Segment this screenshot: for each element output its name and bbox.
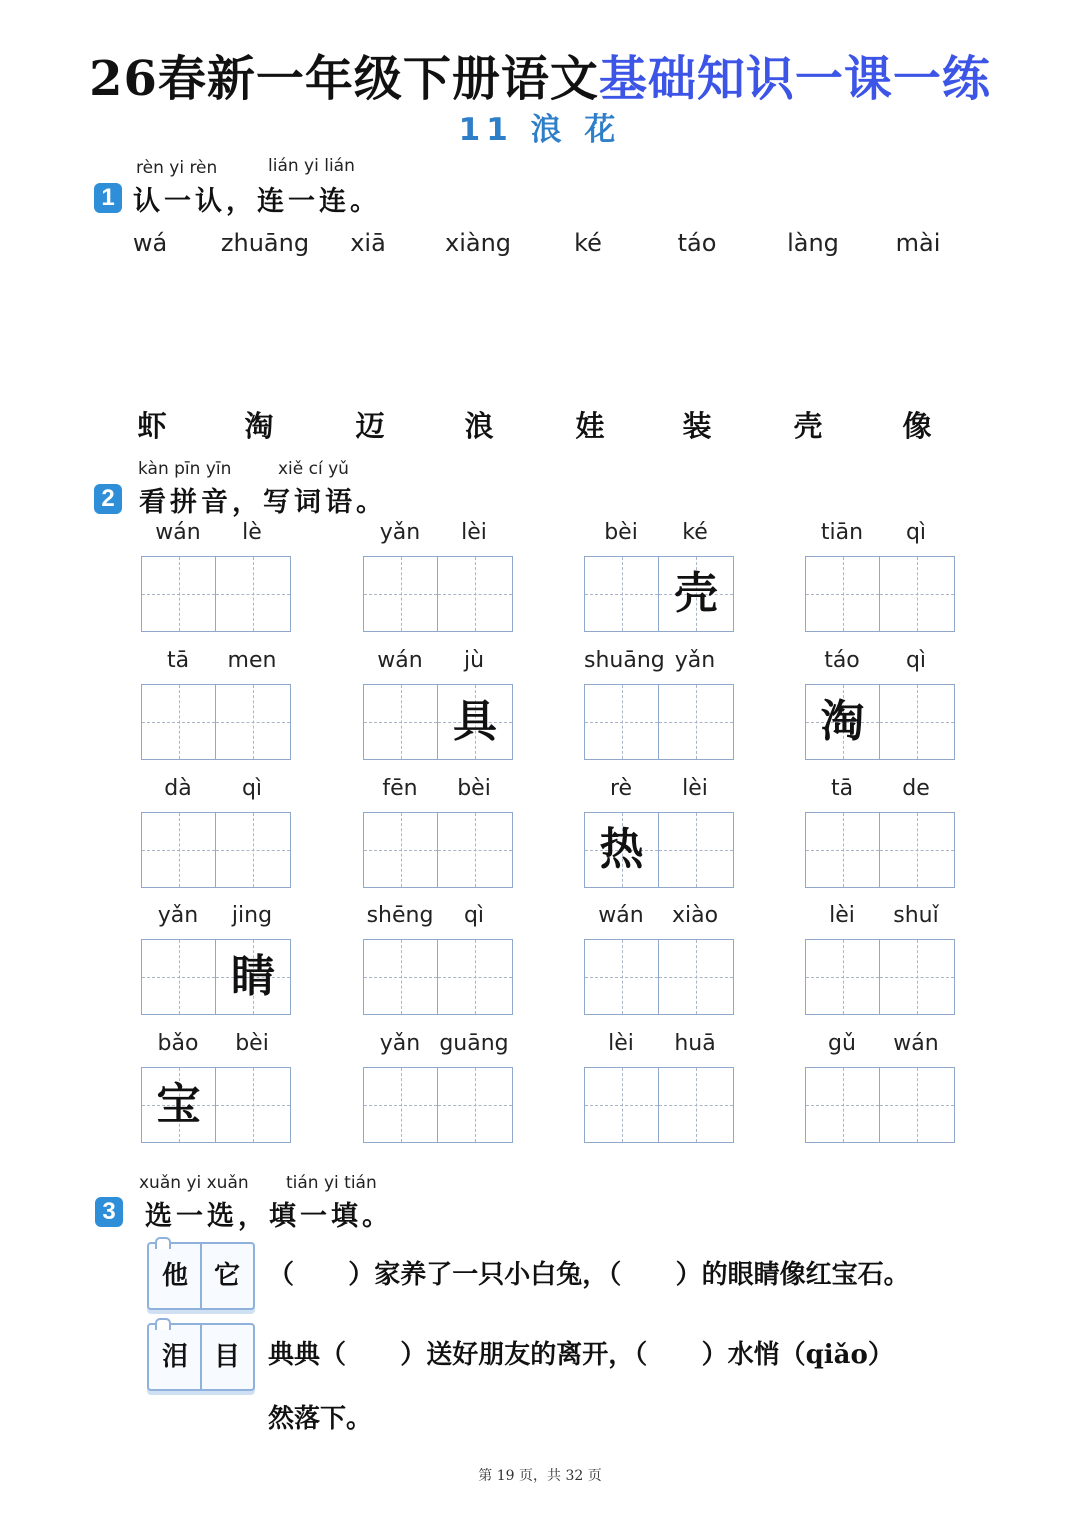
syllable-pinyin: tiān xyxy=(820,520,864,545)
hanzi-item[interactable]: 浪 xyxy=(464,409,494,443)
section1-number-badge: 1 xyxy=(94,183,122,213)
syllable-pinyin: ké xyxy=(682,520,708,545)
section2-pinyin-a: kàn pīn yīn xyxy=(138,459,232,479)
writing-cell[interactable] xyxy=(142,940,216,1014)
syllable-pinyin: lèi xyxy=(682,776,708,801)
word-pinyin xyxy=(584,520,734,550)
writing-cell[interactable] xyxy=(142,557,216,631)
word-pinyin xyxy=(141,648,291,678)
writing-cell[interactable] xyxy=(806,940,880,1014)
hanzi-item[interactable]: 娃 xyxy=(575,409,605,443)
word-box xyxy=(584,648,734,760)
lesson-title: 11 浪 花 xyxy=(458,112,622,148)
word-box xyxy=(141,1031,291,1143)
section1-heading: 认一认，连一连。 xyxy=(133,186,381,217)
syllable-pinyin: shuāng xyxy=(584,648,665,673)
writing-cells xyxy=(363,1067,513,1143)
word-box xyxy=(805,648,955,760)
syllable-pinyin: shuǐ xyxy=(893,903,939,928)
word-pinyin xyxy=(584,903,734,933)
question-1-text: （ ）家养了一只小白兔，（ ）的眼睛像红宝石。 xyxy=(268,1260,910,1290)
word-box xyxy=(141,520,291,632)
pinyin-item[interactable]: ké xyxy=(574,229,602,257)
syllable-pinyin: bèi xyxy=(604,520,638,545)
option-lei[interactable]: 泪 xyxy=(161,1342,188,1372)
syllable-pinyin: wán xyxy=(598,903,644,928)
word-pinyin xyxy=(584,1031,734,1061)
syllable-pinyin: qì xyxy=(241,776,263,801)
writing-cells xyxy=(363,812,513,888)
writing-cell[interactable] xyxy=(806,813,880,887)
writing-cells xyxy=(805,812,955,888)
writing-cells xyxy=(141,1067,291,1143)
syllable-pinyin: bèi xyxy=(457,776,491,801)
option-book-2 xyxy=(147,1323,255,1391)
syllable-pinyin: lèi xyxy=(829,903,855,928)
hanzi-item[interactable]: 虾 xyxy=(137,409,167,443)
writing-cell[interactable] xyxy=(659,813,733,887)
word-box xyxy=(141,903,291,1015)
given-character: 睛 xyxy=(231,951,275,1002)
writing-cell[interactable] xyxy=(364,813,438,887)
word-box xyxy=(363,520,513,632)
word-box xyxy=(584,776,734,888)
hanzi-item[interactable]: 壳 xyxy=(793,409,823,443)
hanzi-item[interactable]: 装 xyxy=(682,409,712,443)
writing-cell[interactable] xyxy=(659,940,733,1014)
writing-cell[interactable] xyxy=(142,685,216,759)
given-character: 壳 xyxy=(674,568,718,619)
writing-cell[interactable] xyxy=(216,685,290,759)
question-2-text-continued: 然落下。 xyxy=(268,1404,373,1434)
pinyin-item[interactable]: zhuāng xyxy=(220,229,310,257)
syllable-pinyin: gǔ xyxy=(828,1031,856,1056)
word-pinyin xyxy=(805,776,955,806)
given-character: 淘 xyxy=(820,696,865,747)
syllable-pinyin: tā xyxy=(830,776,854,801)
writing-cell[interactable] xyxy=(585,1068,659,1142)
word-box xyxy=(363,1031,513,1143)
writing-cell[interactable] xyxy=(438,557,512,631)
writing-cell[interactable] xyxy=(659,685,733,759)
writing-cell[interactable] xyxy=(806,685,880,759)
word-pinyin xyxy=(363,903,513,933)
syllable-pinyin: yǎn xyxy=(157,903,199,928)
pinyin-item[interactable]: xiā xyxy=(350,229,386,257)
word-pinyin xyxy=(141,1031,291,1061)
writing-cell[interactable] xyxy=(585,940,659,1014)
writing-cells xyxy=(805,556,955,632)
syllable-pinyin: yǎn xyxy=(379,520,421,545)
word-box xyxy=(805,520,955,632)
word-pinyin xyxy=(805,520,955,550)
syllable-pinyin: yǎn xyxy=(379,1031,421,1056)
writing-cells xyxy=(584,1067,734,1143)
hanzi-item[interactable]: 迈 xyxy=(355,409,385,443)
syllable-pinyin: lèi xyxy=(608,1031,634,1056)
writing-cell[interactable] xyxy=(880,940,954,1014)
syllable-pinyin: bèi xyxy=(235,1031,269,1056)
syllable-pinyin: wán xyxy=(893,1031,939,1056)
writing-cell[interactable] xyxy=(880,557,954,631)
word-box xyxy=(805,903,955,1015)
writing-cell[interactable] xyxy=(585,557,659,631)
word-box xyxy=(363,776,513,888)
section2-pinyin-b: xiě cí yǔ xyxy=(278,459,349,479)
word-box xyxy=(363,903,513,1015)
syllable-pinyin: shēng xyxy=(366,903,434,928)
writing-cells xyxy=(141,939,291,1015)
word-pinyin xyxy=(584,648,734,678)
syllable-pinyin: qì xyxy=(905,648,927,673)
title-main: 26春新一年级下册语文 xyxy=(89,51,599,107)
writing-cell[interactable] xyxy=(216,813,290,887)
writing-cell[interactable] xyxy=(806,557,880,631)
writing-cell[interactable] xyxy=(880,813,954,887)
hanzi-item[interactable]: 像 xyxy=(902,409,932,443)
writing-cell[interactable] xyxy=(880,685,954,759)
pinyin-item[interactable]: táo xyxy=(677,229,717,257)
given-character: 热 xyxy=(599,824,644,875)
syllable-pinyin: yǎn xyxy=(674,648,716,673)
writing-cells xyxy=(584,556,734,632)
pinyin-item[interactable]: xiàng xyxy=(444,229,512,257)
writing-cells xyxy=(141,556,291,632)
word-pinyin xyxy=(805,903,955,933)
writing-cell[interactable] xyxy=(806,1068,880,1142)
word-box xyxy=(141,776,291,888)
writing-cells xyxy=(363,939,513,1015)
pinyin-item[interactable]: làng xyxy=(787,229,839,257)
word-pinyin xyxy=(363,648,513,678)
syllable-pinyin: wán xyxy=(377,648,423,673)
word-pinyin xyxy=(584,776,734,806)
syllable-pinyin: lè xyxy=(242,520,262,545)
section2-number-badge: 2 xyxy=(94,484,122,514)
writing-cells xyxy=(584,812,734,888)
writing-cell[interactable] xyxy=(438,813,512,887)
syllable-pinyin: qì xyxy=(905,520,927,545)
syllable-pinyin: men xyxy=(227,648,277,673)
writing-cell[interactable] xyxy=(438,1068,512,1142)
pinyin-item[interactable]: wá xyxy=(132,229,168,257)
option-ta-it[interactable]: 它 xyxy=(213,1261,240,1291)
writing-cell[interactable] xyxy=(659,557,733,631)
option-mu[interactable]: 目 xyxy=(213,1342,240,1372)
writing-cell[interactable] xyxy=(142,813,216,887)
word-pinyin xyxy=(805,648,955,678)
syllable-pinyin: de xyxy=(902,776,930,801)
syllable-pinyin: guāng xyxy=(439,1031,509,1056)
syllable-pinyin: dà xyxy=(164,776,192,801)
syllable-pinyin: táo xyxy=(824,648,860,673)
section3-pinyin-a: xuǎn yi xuǎn xyxy=(139,1173,249,1193)
word-box xyxy=(805,776,955,888)
word-pinyin xyxy=(363,776,513,806)
word-box xyxy=(805,1031,955,1143)
word-box xyxy=(584,1031,734,1143)
section3-pinyin-b: tián yi tián xyxy=(286,1173,377,1193)
syllable-pinyin: jing xyxy=(231,903,273,928)
writing-cell[interactable] xyxy=(364,940,438,1014)
syllable-pinyin: qì xyxy=(463,903,485,928)
writing-cell[interactable] xyxy=(364,685,438,759)
question-2-text: 典典（ ）送好朋友的离开，（ ）水悄（qiǎo） xyxy=(268,1340,894,1370)
section3-heading: 选一选，填一填。 xyxy=(145,1201,393,1232)
writing-cell[interactable] xyxy=(585,685,659,759)
writing-cell[interactable] xyxy=(216,940,290,1014)
writing-cell[interactable] xyxy=(142,1068,216,1142)
writing-cell[interactable] xyxy=(880,1068,954,1142)
page-title xyxy=(0,40,1080,109)
title-highlight: 基础知识一课一练 xyxy=(598,51,991,107)
writing-cell[interactable] xyxy=(659,1068,733,1142)
writing-cell[interactable] xyxy=(438,685,512,759)
word-pinyin xyxy=(363,1031,513,1061)
syllable-pinyin: wán xyxy=(155,520,201,545)
syllable-pinyin: bǎo xyxy=(157,1031,199,1056)
syllable-pinyin: huā xyxy=(674,1031,716,1056)
word-pinyin xyxy=(141,520,291,550)
section3-number-badge: 3 xyxy=(95,1197,123,1227)
word-box xyxy=(363,648,513,760)
word-pinyin xyxy=(141,903,291,933)
writing-cells xyxy=(584,684,734,760)
writing-cells xyxy=(363,684,513,760)
syllable-pinyin: rè xyxy=(609,776,633,801)
syllable-pinyin: xiào xyxy=(671,903,719,928)
given-character: 具 xyxy=(453,696,497,747)
option-book-1 xyxy=(147,1242,255,1310)
syllable-pinyin: jù xyxy=(463,648,485,673)
section2-heading: 看拼音，写词语。 xyxy=(139,487,387,518)
word-box xyxy=(584,520,734,632)
section1-pinyin-a: rèn yi rèn xyxy=(136,158,218,178)
section1-pinyin-b: lián yi lián xyxy=(268,156,355,176)
writing-cells xyxy=(141,684,291,760)
writing-cell[interactable] xyxy=(216,557,290,631)
writing-cells xyxy=(584,939,734,1015)
syllable-pinyin: fēn xyxy=(382,776,418,801)
writing-cells xyxy=(805,684,955,760)
hanzi-item[interactable]: 淘 xyxy=(244,409,274,443)
word-pinyin xyxy=(141,776,291,806)
syllable-pinyin: lèi xyxy=(461,520,487,545)
writing-cell[interactable] xyxy=(364,1068,438,1142)
word-pinyin xyxy=(805,1031,955,1061)
word-box xyxy=(141,648,291,760)
page-footer: 第 19 页，共 32 页 xyxy=(478,1468,602,1484)
writing-cells xyxy=(805,939,955,1015)
writing-cell[interactable] xyxy=(438,940,512,1014)
word-box xyxy=(584,903,734,1015)
word-pinyin xyxy=(363,520,513,550)
pinyin-item[interactable]: mài xyxy=(895,229,941,257)
writing-cells xyxy=(363,556,513,632)
writing-cells xyxy=(805,1067,955,1143)
writing-cells xyxy=(141,812,291,888)
writing-cell[interactable] xyxy=(364,557,438,631)
writing-cell[interactable] xyxy=(216,1068,290,1142)
writing-cell[interactable] xyxy=(585,813,659,887)
syllable-pinyin: tā xyxy=(166,648,190,673)
option-ta-he[interactable]: 他 xyxy=(161,1261,188,1291)
given-character: 宝 xyxy=(156,1079,201,1130)
